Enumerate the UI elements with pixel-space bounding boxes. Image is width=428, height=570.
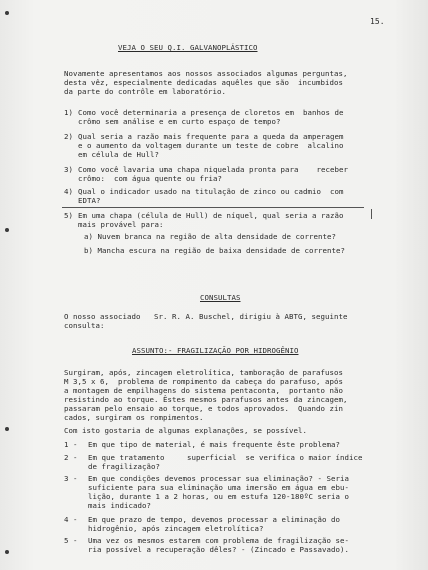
- page-number: 15.: [370, 17, 385, 26]
- assunto-heading: ASSUNTO:- FRAGILIZAÇÃO POR HIDROGÊNIO: [132, 346, 299, 355]
- intro-line: Novamente apresentamos aos nossos associados algumas perguntas,: [64, 69, 348, 78]
- question-line: Em uma chapa (célula de Hull) de níquel, qual seria a razão: [78, 211, 344, 220]
- consult-question-line: Em que condições devemos processar sua eliminação? - Seria: [88, 474, 349, 483]
- body-line: passaram pelo ensaio ao torque, e todos aprovados. Quando zin: [64, 404, 343, 413]
- question-line: Qual o indicador usado na titulação de zinco ou cadmio com: [78, 187, 344, 196]
- consult-question-number: 3 -: [64, 474, 78, 483]
- rule-line: [371, 209, 372, 219]
- punch-hole-mark: [5, 550, 9, 554]
- question-number: 4): [64, 187, 73, 196]
- question-number: 2): [64, 132, 73, 141]
- question-line: e o aumento da voltagem durante um teste de cobre alcalino: [78, 141, 344, 150]
- consult-question-line: hidrogênio, após zincagem eletrolítica?: [88, 524, 264, 533]
- intro-line: desta vêz, especialmente dedicadas aquêles que são incumbidos: [64, 78, 343, 87]
- body-line: resistindo ao torque. Êstes mesmos parafusos antes da zincagem,: [64, 395, 348, 404]
- intro-line: da parte do contrôle em laboratório.: [64, 87, 226, 96]
- sub-item: b) Mancha escura na região de baixa densidade de corrente?: [84, 246, 345, 255]
- question-line: mais provável para:: [78, 220, 164, 229]
- punch-hole-mark: [5, 11, 9, 15]
- question-line: crômo: com água quente ou fria?: [78, 174, 222, 183]
- consult-question-line: ria possível a recuperação dêles? - (Zincado e Passavado).: [88, 545, 349, 554]
- question-number: 5): [64, 211, 73, 220]
- question-line: em célula de Hull?: [78, 150, 159, 159]
- consultas-intro-line: O nosso associado Sr. R. A. Buschel, dirigiu à ABTG, seguinte: [64, 312, 348, 321]
- question-line: EDTA?: [78, 196, 101, 205]
- consult-question-line: Em que prazo de tempo, devemos processar a eliminação do: [88, 515, 340, 524]
- request-line: Com isto gostaria de algumas explanações, se possível.: [64, 426, 307, 435]
- question-line: Qual seria a razão mais frequente para a queda da amperagem: [78, 132, 344, 141]
- sub-item: a) Nuvem branca na região de alta densidade de corrente?: [84, 232, 336, 241]
- consult-question-line: Uma vez os mesmos estarem com problema de fragilização se-: [88, 536, 349, 545]
- body-line: Surgiram, após, zincagem eletrolítica, tamboração de parafusos: [64, 368, 343, 377]
- consult-question-line: Em que tipo de material, é mais frequente êste problema?: [88, 440, 340, 449]
- question-line: Como você determinaria a presença de cloretos em banhos de: [78, 108, 344, 117]
- consult-question-line: Em que tratamento superficial se verifica o maior índice: [88, 453, 363, 462]
- consult-question-line: de fragilização?: [88, 462, 160, 471]
- punch-hole-mark: [5, 427, 9, 431]
- consult-question-number: 1 -: [64, 440, 78, 449]
- consultas-heading: CONSULTAS: [200, 293, 241, 302]
- consult-question-line: lição, durante 1 a 2 horas, ou em estufa 120-180ºC seria o: [88, 492, 349, 501]
- consult-question-number: 5 -: [64, 536, 78, 545]
- rule-line: [62, 207, 364, 208]
- question-line: Como você lavaria uma chapa niquelada pronta para receber: [78, 165, 348, 174]
- body-line: a montagem de empilhagens do sistema pentaconta, portanto não: [64, 386, 343, 395]
- consult-question-number: 2 -: [64, 453, 78, 462]
- body-line: cados, surgiram os rompimentos.: [64, 413, 204, 422]
- page-title: VEJA O SEU Q.I. GALVANOPLÁSTICO: [118, 43, 258, 52]
- consult-question-line: mais indicado?: [88, 501, 151, 510]
- punch-hole-mark: [5, 228, 9, 232]
- question-number: 1): [64, 108, 73, 117]
- body-line: M 3,5 x 6, problema de rompimento da cabeça do parafuso, após: [64, 377, 343, 386]
- consultas-intro-line: consulta:: [64, 321, 105, 330]
- consult-question-line: suficiente para sua eliminação uma imersão em água em ebu-: [88, 483, 349, 492]
- question-number: 3): [64, 165, 73, 174]
- consult-question-number: 4 -: [64, 515, 78, 524]
- question-line: crômo sem análise e em curto espaço de tempo?: [78, 117, 281, 126]
